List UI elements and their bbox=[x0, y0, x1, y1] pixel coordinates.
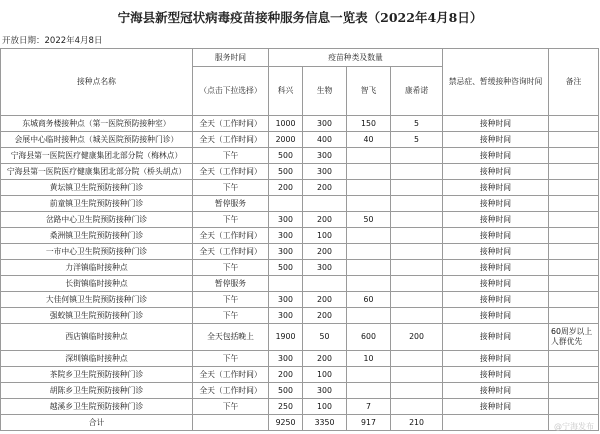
kangxinuo-cell: 5 bbox=[391, 116, 443, 132]
remark-cell bbox=[549, 148, 599, 164]
remark-cell bbox=[549, 228, 599, 244]
shengwu-cell: 200 bbox=[303, 351, 347, 367]
shengwu-cell: 100 bbox=[303, 367, 347, 383]
consult-cell: 接种时间 bbox=[443, 164, 549, 180]
table-row bbox=[1, 228, 599, 244]
service-time-cell: 全天（工作时间） bbox=[193, 116, 269, 132]
service-time-cell: 全天（工作时间） bbox=[193, 244, 269, 260]
table-row bbox=[1, 308, 599, 324]
zhifei-cell bbox=[347, 148, 391, 164]
kangxinuo-cell: 5 bbox=[391, 132, 443, 148]
shengwu-cell: 200 bbox=[303, 308, 347, 324]
table-row bbox=[1, 164, 599, 180]
kexing-cell: 500 bbox=[269, 148, 303, 164]
shengwu-cell: 100 bbox=[303, 399, 347, 415]
kangxinuo-cell: 200 bbox=[391, 324, 443, 351]
table-row bbox=[1, 351, 599, 367]
service-time-cell: 全天（工作时间） bbox=[193, 164, 269, 180]
header-service-time: 服务时间 bbox=[193, 49, 269, 67]
kexing-cell: 300 bbox=[269, 244, 303, 260]
remark-cell: 60周岁以上人群优先 bbox=[549, 324, 599, 351]
service-time-cell: 下午 bbox=[193, 351, 269, 367]
kangxinuo-cell bbox=[391, 276, 443, 292]
header-vaccine-group: 疫苗种类及数量 bbox=[269, 49, 443, 67]
shengwu-cell: 400 bbox=[303, 132, 347, 148]
kangxinuo-cell bbox=[391, 244, 443, 260]
header-consult: 禁忌症、暂缓接种咨询时间 bbox=[443, 49, 549, 116]
shengwu-cell: 100 bbox=[303, 228, 347, 244]
site-name-cell: 前童镇卫生院预防接种门诊 bbox=[1, 196, 193, 212]
open-date: 开放日期：2022年4月8日 bbox=[2, 36, 103, 46]
remark-cell bbox=[549, 367, 599, 383]
service-time-cell: 下午 bbox=[193, 148, 269, 164]
zhifei-cell: 10 bbox=[347, 351, 391, 367]
site-name-cell: 桑洲镇卫生院预防接种门诊 bbox=[1, 228, 193, 244]
site-name-cell: 强蛟镇卫生院预防接种门诊 bbox=[1, 308, 193, 324]
site-name-cell: 茶院乡卫生院预防接种门诊 bbox=[1, 367, 193, 383]
table-row bbox=[1, 116, 599, 132]
kexing-cell: 500 bbox=[269, 260, 303, 276]
service-time-cell: 全天包括晚上 bbox=[193, 324, 269, 351]
remark-cell bbox=[549, 132, 599, 148]
total-kexing: 9250 bbox=[269, 415, 303, 431]
consult-cell: 接种时间 bbox=[443, 351, 549, 367]
zhifei-cell: 150 bbox=[347, 116, 391, 132]
shengwu-cell: 50 bbox=[303, 324, 347, 351]
kangxinuo-cell bbox=[391, 292, 443, 308]
table-row bbox=[1, 260, 599, 276]
kangxinuo-cell bbox=[391, 351, 443, 367]
kexing-cell: 300 bbox=[269, 351, 303, 367]
service-time-cell: 下午 bbox=[193, 212, 269, 228]
vaccine-table bbox=[0, 48, 599, 431]
shengwu-cell: 200 bbox=[303, 244, 347, 260]
consult-cell: 接种时间 bbox=[443, 212, 549, 228]
site-name-cell: 黄坛镇卫生院预防接种门诊 bbox=[1, 180, 193, 196]
site-name-cell: 长街镇临时接种点 bbox=[1, 276, 193, 292]
table-row bbox=[1, 399, 599, 415]
zhifei-cell: 7 bbox=[347, 399, 391, 415]
zhifei-cell bbox=[347, 180, 391, 196]
kexing-cell: 2000 bbox=[269, 132, 303, 148]
site-name-cell: 力洋镇临时接种点 bbox=[1, 260, 193, 276]
shengwu-cell: 300 bbox=[303, 116, 347, 132]
consult-cell: 接种时间 bbox=[443, 196, 549, 212]
table-row bbox=[1, 148, 599, 164]
table-row bbox=[1, 276, 599, 292]
kexing-cell: 300 bbox=[269, 292, 303, 308]
service-time-cell: 全天（工作时间） bbox=[193, 228, 269, 244]
zhifei-cell bbox=[347, 228, 391, 244]
table-row bbox=[1, 383, 599, 399]
site-name-cell: 大佳何镇卫生院预防接种门诊 bbox=[1, 292, 193, 308]
kexing-cell bbox=[269, 196, 303, 212]
site-name-cell: 越溪乡卫生院预防接种门诊 bbox=[1, 399, 193, 415]
kexing-cell bbox=[269, 276, 303, 292]
consult-cell: 接种时间 bbox=[443, 116, 549, 132]
kexing-cell: 200 bbox=[269, 367, 303, 383]
consult-cell: 接种时间 bbox=[443, 276, 549, 292]
kangxinuo-cell bbox=[391, 308, 443, 324]
site-name-cell: 会展中心临时接种点（城关医院预防接种门诊） bbox=[1, 132, 193, 148]
kangxinuo-cell bbox=[391, 148, 443, 164]
zhifei-cell bbox=[347, 244, 391, 260]
kangxinuo-cell bbox=[391, 212, 443, 228]
consult-cell: 接种时间 bbox=[443, 180, 549, 196]
service-time-cell: 全天（工作时间） bbox=[193, 132, 269, 148]
table-row bbox=[1, 132, 599, 148]
service-time-cell: 全天（工作时间） bbox=[193, 383, 269, 399]
zhifei-cell bbox=[347, 276, 391, 292]
consult-cell: 接种时间 bbox=[443, 132, 549, 148]
total-label: 合计 bbox=[1, 415, 193, 431]
table-row bbox=[1, 292, 599, 308]
remark-cell bbox=[549, 276, 599, 292]
total-time bbox=[193, 415, 269, 431]
consult-cell: 接种时间 bbox=[443, 292, 549, 308]
remark-cell bbox=[549, 196, 599, 212]
kangxinuo-cell bbox=[391, 180, 443, 196]
table-row bbox=[1, 180, 599, 196]
kangxinuo-cell bbox=[391, 367, 443, 383]
site-name-cell: 一市中心卫生院预防接种门诊 bbox=[1, 244, 193, 260]
remark-cell bbox=[549, 351, 599, 367]
table-row bbox=[1, 212, 599, 228]
table-row bbox=[1, 324, 599, 351]
site-name-cell: 宁海县第一医院医疗健康集团北部分院（桥头胡点） bbox=[1, 164, 193, 180]
header-shengwu: 生物 bbox=[303, 67, 347, 116]
zhifei-cell bbox=[347, 260, 391, 276]
header-service-hint: （点击下拉选择） bbox=[193, 67, 269, 116]
consult-cell: 接种时间 bbox=[443, 324, 549, 351]
zhifei-cell: 60 bbox=[347, 292, 391, 308]
table-row bbox=[1, 196, 599, 212]
table-row bbox=[1, 367, 599, 383]
remark-cell bbox=[549, 399, 599, 415]
remark-cell bbox=[549, 260, 599, 276]
consult-cell: 接种时间 bbox=[443, 308, 549, 324]
remark-cell bbox=[549, 383, 599, 399]
zhifei-cell bbox=[347, 308, 391, 324]
service-time-cell: 暂停服务 bbox=[193, 196, 269, 212]
kexing-cell: 1000 bbox=[269, 116, 303, 132]
header-kangxinuo: 康希诺 bbox=[391, 67, 443, 116]
shengwu-cell: 300 bbox=[303, 148, 347, 164]
total-kangxinuo: 210 bbox=[391, 415, 443, 431]
shengwu-cell: 200 bbox=[303, 180, 347, 196]
header-kexing: 科兴 bbox=[269, 67, 303, 116]
kexing-cell: 300 bbox=[269, 228, 303, 244]
header-remark: 备注 bbox=[549, 49, 599, 116]
shengwu-cell: 300 bbox=[303, 383, 347, 399]
consult-cell: 接种时间 bbox=[443, 148, 549, 164]
table-body bbox=[1, 116, 599, 415]
service-time-cell: 下午 bbox=[193, 180, 269, 196]
shengwu-cell bbox=[303, 196, 347, 212]
site-name-cell: 西店镇临时接种点 bbox=[1, 324, 193, 351]
watermark-text: @宁海发布 bbox=[554, 422, 594, 431]
consult-cell: 接种时间 bbox=[443, 399, 549, 415]
service-time-cell: 下午 bbox=[193, 292, 269, 308]
header-site: 接种点名称 bbox=[1, 49, 193, 116]
kangxinuo-cell bbox=[391, 228, 443, 244]
total-row bbox=[1, 415, 599, 431]
kexing-cell: 1900 bbox=[269, 324, 303, 351]
remark-cell bbox=[549, 180, 599, 196]
kangxinuo-cell bbox=[391, 383, 443, 399]
site-name-cell: 深圳镇临时接种点 bbox=[1, 351, 193, 367]
service-time-cell: 暂停服务 bbox=[193, 276, 269, 292]
remark-cell bbox=[549, 116, 599, 132]
shengwu-cell: 200 bbox=[303, 212, 347, 228]
remark-cell bbox=[549, 292, 599, 308]
service-time-cell: 下午 bbox=[193, 308, 269, 324]
zhifei-cell: 600 bbox=[347, 324, 391, 351]
kexing-cell: 500 bbox=[269, 383, 303, 399]
shengwu-cell bbox=[303, 276, 347, 292]
remark-cell bbox=[549, 244, 599, 260]
consult-cell: 接种时间 bbox=[443, 244, 549, 260]
page-title: 宁海县新型冠状病毒疫苗接种服务信息一览表（2022年4月8日） bbox=[117, 10, 483, 25]
consult-cell: 接种时间 bbox=[443, 228, 549, 244]
total-consult bbox=[443, 415, 549, 431]
zhifei-cell bbox=[347, 383, 391, 399]
header-zhifei: 智飞 bbox=[347, 67, 391, 116]
kangxinuo-cell bbox=[391, 399, 443, 415]
service-time-cell: 下午 bbox=[193, 399, 269, 415]
site-name-cell: 宁海县第一医院医疗健康集团北部分院（梅林点） bbox=[1, 148, 193, 164]
consult-cell: 接种时间 bbox=[443, 383, 549, 399]
zhifei-cell: 40 bbox=[347, 132, 391, 148]
kangxinuo-cell bbox=[391, 260, 443, 276]
kexing-cell: 500 bbox=[269, 164, 303, 180]
site-name-cell: 东城商务楼接种点（第一医院预防接种室） bbox=[1, 116, 193, 132]
shengwu-cell: 300 bbox=[303, 260, 347, 276]
kexing-cell: 300 bbox=[269, 212, 303, 228]
remark-cell bbox=[549, 308, 599, 324]
total-shengwu: 3350 bbox=[303, 415, 347, 431]
consult-cell: 接种时间 bbox=[443, 367, 549, 383]
site-name-cell: 胡陈乡卫生院预防接种门诊 bbox=[1, 383, 193, 399]
service-time-cell: 下午 bbox=[193, 260, 269, 276]
table-row bbox=[1, 244, 599, 260]
remark-cell bbox=[549, 164, 599, 180]
shengwu-cell: 300 bbox=[303, 164, 347, 180]
zhifei-cell bbox=[347, 367, 391, 383]
site-name-cell: 岔路中心卫生院预防接种门诊 bbox=[1, 212, 193, 228]
kexing-cell: 250 bbox=[269, 399, 303, 415]
shengwu-cell: 200 bbox=[303, 292, 347, 308]
kangxinuo-cell bbox=[391, 164, 443, 180]
remark-cell bbox=[549, 212, 599, 228]
service-time-cell: 全天（工作时间） bbox=[193, 367, 269, 383]
kangxinuo-cell bbox=[391, 196, 443, 212]
consult-cell: 接种时间 bbox=[443, 260, 549, 276]
zhifei-cell bbox=[347, 164, 391, 180]
zhifei-cell: 50 bbox=[347, 212, 391, 228]
kexing-cell: 300 bbox=[269, 308, 303, 324]
kexing-cell: 200 bbox=[269, 180, 303, 196]
zhifei-cell bbox=[347, 196, 391, 212]
total-zhifei: 917 bbox=[347, 415, 391, 431]
